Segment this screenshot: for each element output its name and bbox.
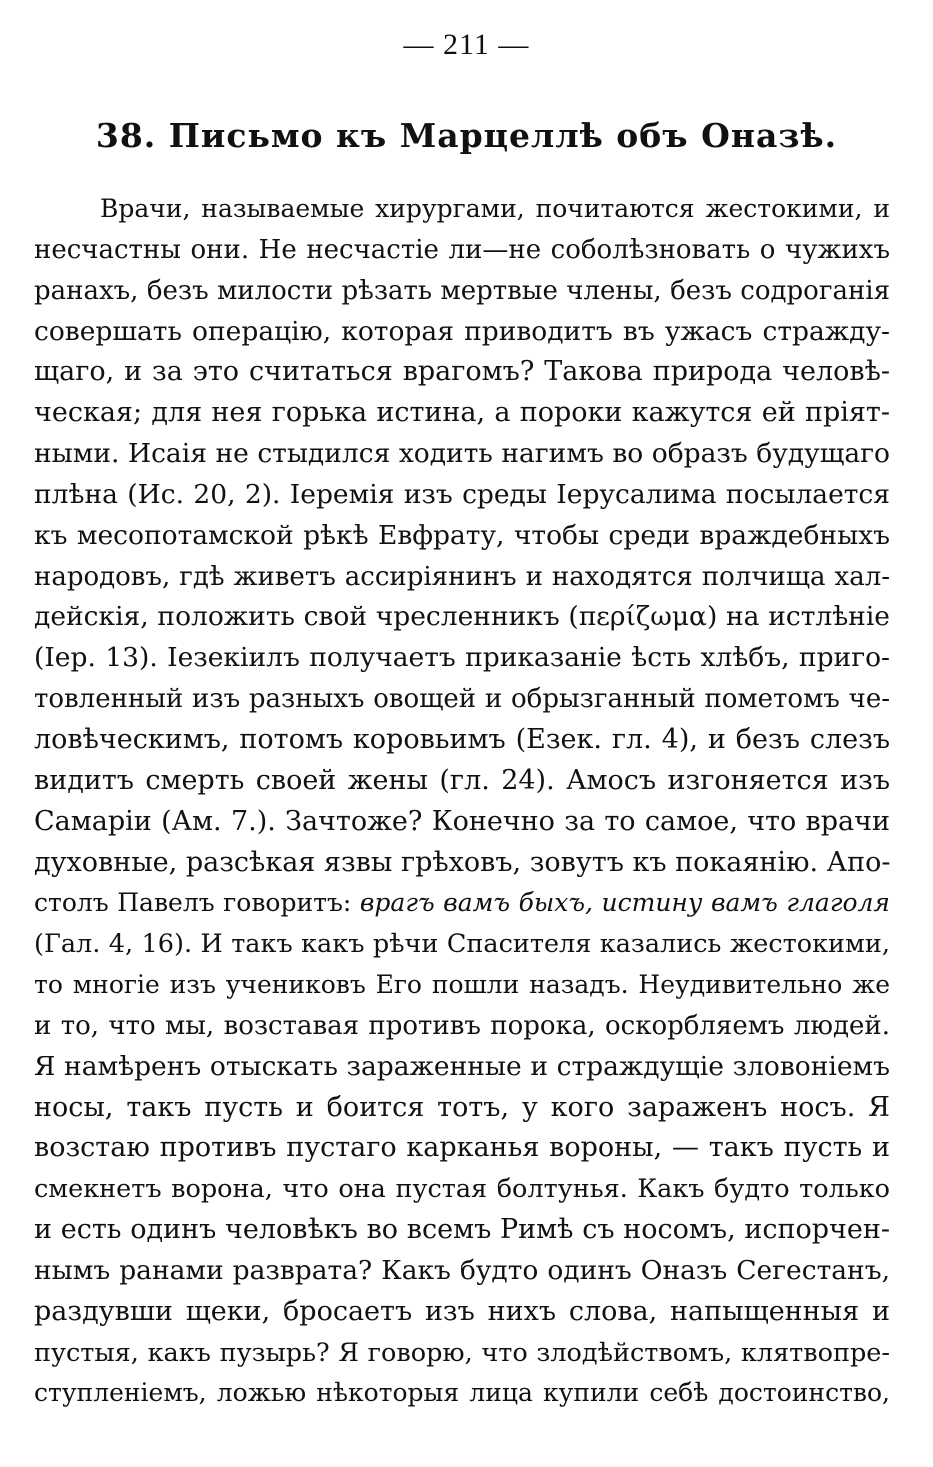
text-line: носы, такъ пусть и боится тотъ, у кого зараженъ носъ. Я <box>34 1091 890 1123</box>
text-line: народовъ, гдѣ живетъ ассиріянинъ и находятся полчища хал- <box>34 561 890 592</box>
text-line: щаго, и за это считаться врагомъ? Такова природа человѣ- <box>34 356 890 388</box>
text-line: (Гал. 4, 16). И такъ какъ рѣчи Спасителя казались жестокими, <box>34 929 890 960</box>
text-line: (Іер. 13). Іезекіилъ получаетъ приказаніе ѣсть хлѣбъ, приго- <box>34 642 890 674</box>
text-line: возстаю противъ пустаго карканья вороны, — такъ пусть и <box>34 1132 890 1164</box>
text-line: Я намѣренъ отыскать зараженные и страждущіе зловоніемъ <box>34 1050 890 1082</box>
text-line: Врачи, называемые хирургами, почитаются жестокими, и <box>100 194 890 223</box>
text-line: и есть одинъ человѣкъ во всемъ Римѣ съ носомъ, испорчен- <box>34 1214 890 1246</box>
text-line: ными. Исаія не стыдился ходить нагимъ во образъ будущаго <box>34 438 890 470</box>
text-line: духовные, разсѣкая язвы грѣховъ, зовутъ къ покаянію. Апо- <box>34 846 891 878</box>
text-line-italic-quote: врагъ вамъ быхъ, истину вамъ глаголя <box>359 888 890 918</box>
text-line: нымъ ранами разврата? Какъ будто одинъ Оназъ Сегестанъ, <box>34 1254 890 1286</box>
text-line: смекнетъ ворона, что она пустая болтунья. Какъ будто только <box>34 1174 890 1205</box>
text-line-normal-part: столъ Павелъ говоритъ: <box>34 888 360 918</box>
text-line: то многіе изъ учениковъ Его пошли назадъ. Неудивительно же <box>34 970 890 1000</box>
text-line: ступленіемъ, ложью нѣкоторыя лица купили себѣ достоинство, <box>34 1378 890 1408</box>
text-line: плѣна (Ис. 20, 2). Іеремія изъ среды Іерусалима посылается <box>34 478 890 510</box>
text-line: къ месопотамской рѣкѣ Евфрату, чтобы среди враждебныхъ <box>34 519 890 551</box>
text-line: дейскія, положить свой чресленникъ (περίζωμα) на истлѣніе <box>34 601 890 633</box>
text-line: ловѣческимъ, потомъ коровьимъ (Езек. гл. 4), и безъ слезъ <box>34 723 890 755</box>
text-line: и то, что мы, возставая противъ порока, оскорбляемъ людей. <box>34 1010 890 1041</box>
text-line: совершать операцію, которая приводитъ въ ужасъ стражду- <box>34 315 890 347</box>
letter-heading: 38. Письмо къ Марцеллѣ объ Оназѣ. <box>95 116 838 155</box>
text-line: Самаріи (Ам. 7.). Зачтоже? Конечно за то самое, что врачи <box>34 805 890 837</box>
text-line: ческая; для нея горька истина, а пороки кажутся ей пріят- <box>34 397 890 429</box>
text-line-quote <box>34 883 890 924</box>
page-number: — 211 — <box>403 28 530 61</box>
body-text <box>34 189 890 1414</box>
text-line: товленный изъ разныхъ овощей и обрызганный пометомъ че- <box>34 684 890 715</box>
text-line: пустыя, какъ пузырь? Я говорю, что злодѣйствомъ, клятвопре- <box>34 1337 890 1368</box>
text-line: видитъ смерть своей жены (гл. 24). Амосъ изгоняется изъ <box>34 764 890 796</box>
text-line: раздувши щеки, бросаетъ изъ нихъ слова, напыщенныя и <box>34 1295 890 1327</box>
text-line: ранахъ, безъ милости рѣзать мертвые члены, безъ содроганія <box>34 275 890 306</box>
text-line: несчастны они. Не несчастіе ли—не соболѣзновать о чужихъ <box>34 234 890 265</box>
